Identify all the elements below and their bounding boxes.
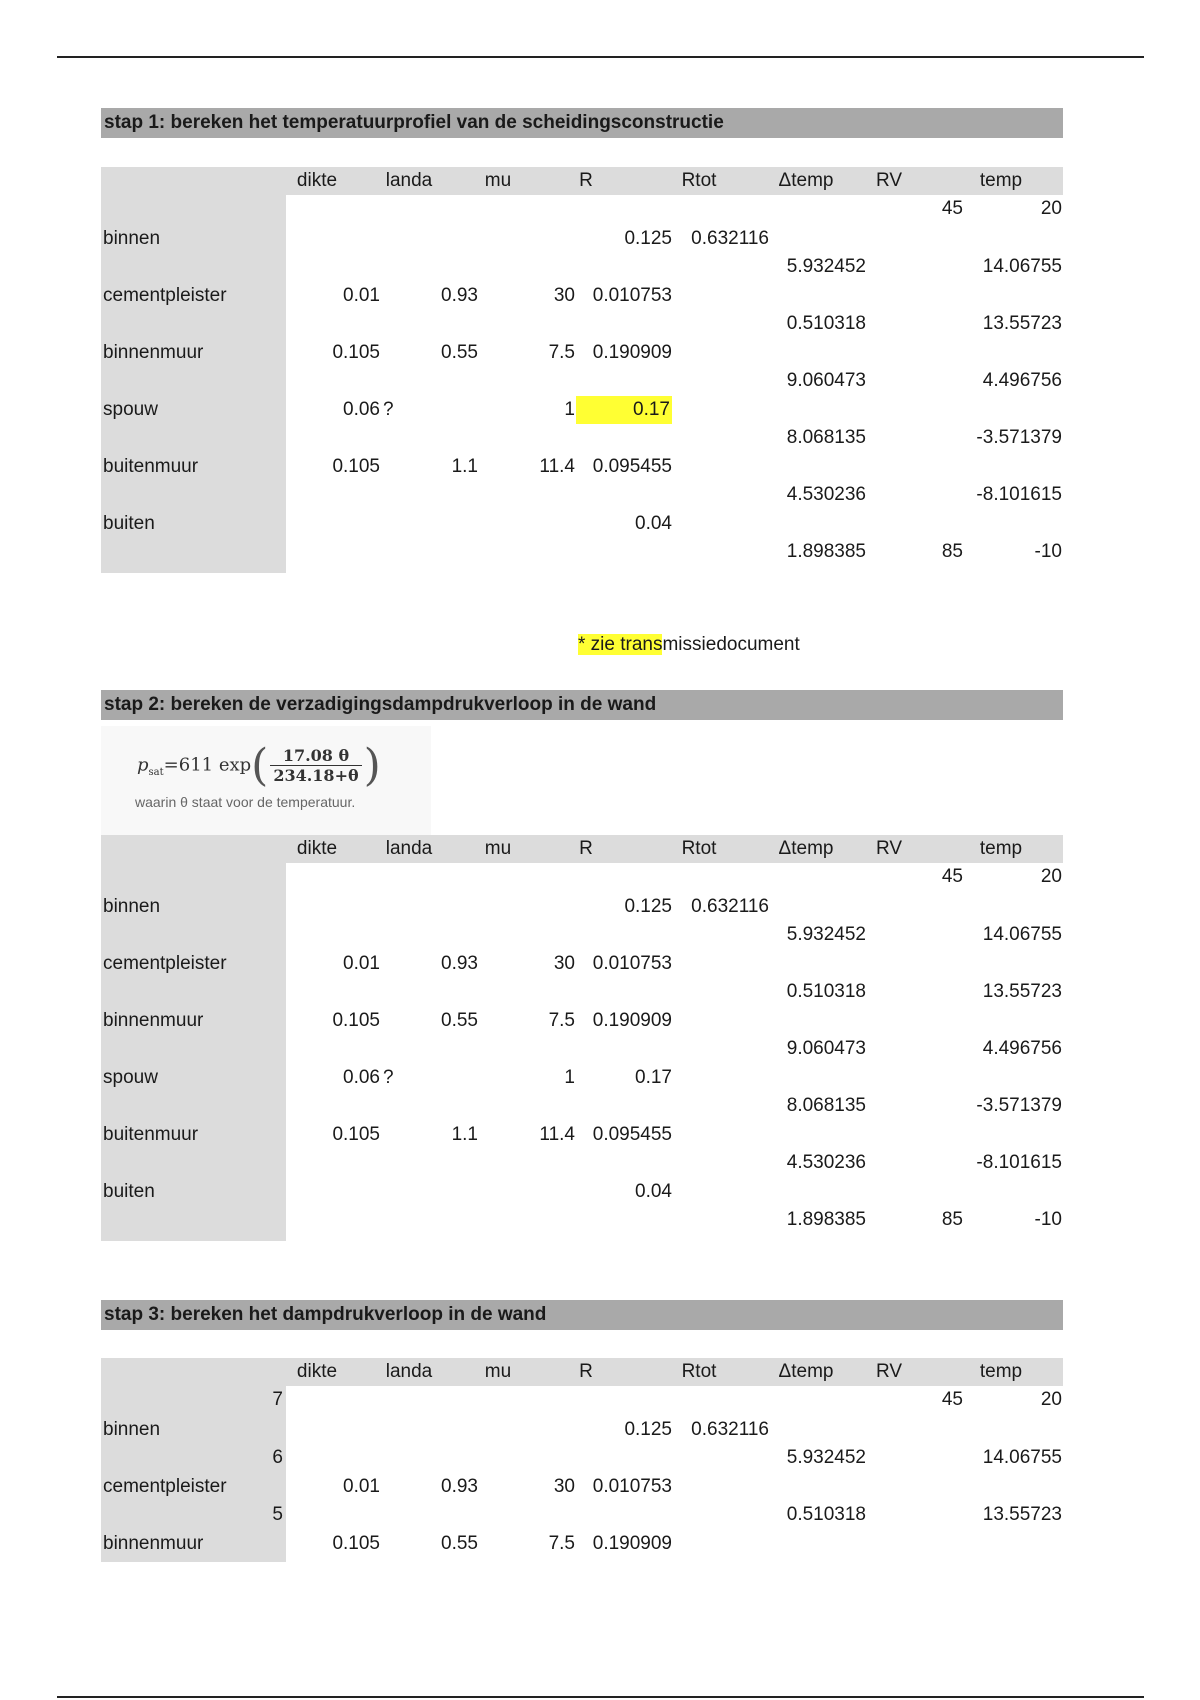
mu-value: 11.4 (539, 1124, 575, 1145)
delta-temp-value: 1.898385 (786, 1209, 866, 1230)
row-label: buitenmuur (103, 1124, 199, 1145)
r-value: 0.04 (635, 513, 672, 534)
row-label: cementpleister (103, 285, 227, 306)
delta-temp-value: 5.932452 (786, 1447, 866, 1468)
r-value: 0.095455 (592, 1124, 672, 1145)
rtot-value: 0.632116 (691, 228, 769, 249)
row-number: 7 (272, 1389, 283, 1410)
dikte-value: 0.105 (332, 456, 380, 477)
rv-value: 45 (941, 198, 963, 219)
landa-value: 1.1 (451, 456, 478, 477)
row-label: buiten (103, 1181, 155, 1202)
column-header: landa (385, 1361, 433, 1382)
delta-temp-value: 0.510318 (786, 313, 866, 334)
temp-value: -3.571379 (976, 1095, 1062, 1116)
rv-value: 85 (941, 541, 963, 562)
delta-temp-value: 5.932452 (786, 256, 866, 277)
column-header: RV (875, 838, 903, 859)
mu-value: 1 (564, 1067, 575, 1088)
row-number: 5 (272, 1504, 283, 1525)
delta-temp-value: 0.510318 (786, 1504, 866, 1525)
delta-temp-value: 4.530236 (786, 1152, 866, 1173)
temp-value: 4.496756 (982, 1038, 1062, 1059)
column-header: temp (979, 170, 1023, 191)
r-value: 0.17 (635, 1067, 672, 1088)
formula-eq: =611 exp (163, 754, 252, 776)
column-header: RV (875, 1361, 903, 1382)
row-label: binnen (103, 896, 161, 917)
column-header: dikte (296, 170, 338, 191)
column-header: Δtemp (778, 1361, 834, 1382)
dikte-value: 0.01 (343, 953, 380, 974)
saturation-pressure-formula (137, 740, 381, 791)
column-header: Rtot (681, 1361, 717, 1382)
landa-value: 1.1 (451, 1124, 478, 1145)
temp-value: -10 (1034, 1209, 1062, 1230)
column-header: Δtemp (778, 838, 834, 859)
row-label: buiten (103, 513, 155, 534)
r-value-highlighted: 0.17 (576, 396, 672, 424)
formula-fraction (270, 746, 361, 785)
column-header: dikte (296, 838, 338, 859)
row-label: cementpleister (103, 953, 227, 974)
temp-value: -8.101615 (976, 1152, 1062, 1173)
r-value: 0.010753 (592, 1476, 672, 1497)
column-header: Rtot (681, 838, 717, 859)
column-header: mu (484, 1361, 512, 1382)
dikte-value: 0.105 (332, 342, 380, 363)
transmission-note (578, 631, 800, 659)
dikte-value: 0.01 (343, 1476, 380, 1497)
mu-value: 30 (553, 1476, 575, 1497)
question-mark: ? (383, 1067, 394, 1088)
column-header: Rtot (681, 170, 717, 191)
dikte-value: 0.105 (332, 1010, 380, 1031)
temp-value: 20 (1040, 866, 1062, 887)
landa-value: 0.55 (441, 342, 478, 363)
rtot-value: 0.632116 (691, 896, 769, 917)
temp-value: 13.55723 (982, 313, 1062, 334)
temp-value: 14.06755 (982, 256, 1062, 277)
temp-value: 20 (1040, 198, 1062, 219)
row-label: spouw (103, 1067, 158, 1088)
rv-value: 45 (941, 1389, 963, 1410)
delta-temp-value: 9.060473 (786, 1038, 866, 1059)
temp-value: 14.06755 (982, 924, 1062, 945)
mu-value: 7.5 (548, 342, 575, 363)
temp-value: 4.496756 (982, 370, 1062, 391)
temp-value: 20 (1040, 1389, 1062, 1410)
row-label: cementpleister (103, 1476, 227, 1497)
row-label: binnenmuur (103, 1010, 204, 1031)
r-value: 0.190909 (592, 342, 672, 363)
rtot-value: 0.632116 (691, 1419, 769, 1440)
delta-temp-value: 4.530236 (786, 484, 866, 505)
data-table (101, 1358, 1063, 1562)
mu-value: 1 (564, 399, 575, 420)
section-title: stap 1: bereken het temperatuurprofiel van de scheidingsconstructie (101, 108, 1063, 138)
row-label: binnenmuur (103, 1533, 204, 1554)
delta-temp-value: 9.060473 (786, 370, 866, 391)
column-header: Δtemp (778, 170, 834, 191)
rv-value: 85 (941, 1209, 963, 1230)
landa-value: 0.93 (441, 953, 478, 974)
landa-value: 0.55 (441, 1533, 478, 1554)
mu-value: 7.5 (548, 1010, 575, 1031)
r-value: 0.010753 (592, 285, 672, 306)
question-mark: ? (383, 399, 394, 420)
row-number: 6 (272, 1447, 283, 1468)
r-value: 0.125 (624, 228, 672, 249)
column-header: mu (484, 838, 512, 859)
delta-temp-value: 8.068135 (786, 427, 866, 448)
column-header: R (579, 1361, 593, 1382)
column-header: mu (484, 170, 512, 191)
temp-value: -3.571379 (976, 427, 1062, 448)
dikte-value: 0.105 (332, 1533, 380, 1554)
formula-subscript: sat (148, 767, 164, 779)
data-table (101, 835, 1063, 1241)
temp-value: -8.101615 (976, 484, 1062, 505)
delta-temp-value: 8.068135 (786, 1095, 866, 1116)
row-label: binnenmuur (103, 342, 204, 363)
temp-value: -10 (1034, 541, 1062, 562)
column-header: RV (875, 170, 903, 191)
data-table (101, 167, 1063, 573)
r-value: 0.190909 (592, 1010, 672, 1031)
column-header: temp (979, 838, 1023, 859)
row-label: binnen (103, 228, 161, 249)
column-header: dikte (296, 1361, 338, 1382)
formula-numerator: 17.08 θ (270, 746, 361, 766)
mu-value: 30 (553, 285, 575, 306)
dikte-value: 0.06 (343, 399, 380, 420)
formula-lhs: p (137, 754, 149, 776)
r-value: 0.190909 (592, 1533, 672, 1554)
column-header: R (579, 838, 593, 859)
formula-denominator: 234.18+θ (273, 766, 359, 785)
temp-value: 13.55723 (982, 981, 1062, 1002)
dikte-value: 0.06 (343, 1067, 380, 1088)
column-header: landa (385, 170, 433, 191)
rv-value: 45 (941, 866, 963, 887)
temp-value: 14.06755 (982, 1447, 1062, 1468)
r-value: 0.125 (624, 896, 672, 917)
section-title: stap 2: bereken de verzadigingsdampdrukverloop in de wand (101, 690, 1063, 720)
temp-value: 13.55723 (982, 1504, 1062, 1525)
note-text: missiedocument (662, 634, 800, 655)
column-header: temp (979, 1361, 1023, 1382)
dikte-value: 0.01 (343, 285, 380, 306)
r-value: 0.010753 (592, 953, 672, 974)
delta-temp-value: 1.898385 (786, 541, 866, 562)
row-label: spouw (103, 399, 158, 420)
row-label: binnen (103, 1419, 161, 1440)
mu-value: 30 (553, 953, 575, 974)
landa-value: 0.93 (441, 285, 478, 306)
bottom-rule (57, 1696, 1144, 1698)
column-header: R (579, 170, 593, 191)
row-label: buitenmuur (103, 456, 199, 477)
mu-value: 11.4 (539, 456, 575, 477)
delta-temp-value: 0.510318 (786, 981, 866, 1002)
landa-value: 0.93 (441, 1476, 478, 1497)
top-rule (57, 56, 1144, 58)
section-title: stap 3: bereken het dampdrukverloop in de wand (101, 1300, 1063, 1330)
r-value: 0.04 (635, 1181, 672, 1202)
dikte-value: 0.105 (332, 1124, 380, 1145)
r-value: 0.125 (624, 1419, 672, 1440)
mu-value: 7.5 (548, 1533, 575, 1554)
delta-temp-value: 5.932452 (786, 924, 866, 945)
r-value: 0.095455 (592, 456, 672, 477)
column-header: landa (385, 838, 433, 859)
paren-close: ) (363, 740, 381, 791)
note-highlighted-text: * zie trans (578, 634, 663, 655)
paren-open: ( (251, 740, 269, 791)
landa-value: 0.55 (441, 1010, 478, 1031)
formula-description: waarin θ staat voor de temperatuur. (135, 794, 356, 810)
